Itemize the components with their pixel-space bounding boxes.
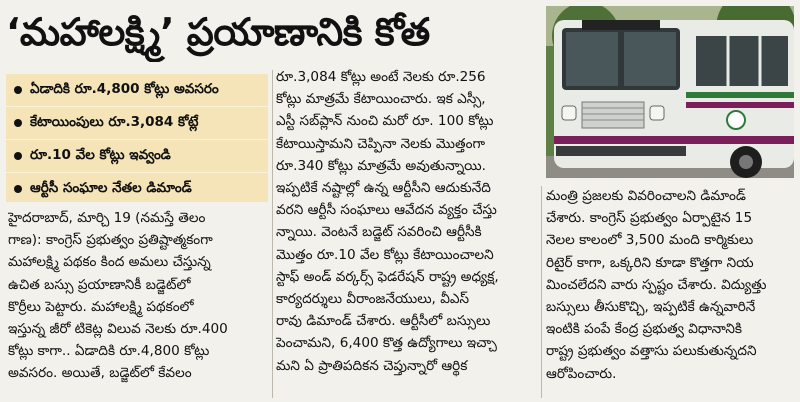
text-line: చేశారు. కాంగ్రెస్ ప్రభుత్వం ఏర్పాటైన 15 — [546, 210, 753, 227]
text-line: కోట్లు మాత్రమే కేటాయించారు. ఇక ఎస్సీ, — [276, 91, 486, 108]
text-line: రూ.340 కోట్లు మాత్రమే అవుతున్నాయి. — [276, 157, 486, 174]
text-line: మొత్తం రూ.10 వేల కోట్లు కేటాయించాలని — [276, 246, 494, 263]
highlight-item — [6, 173, 268, 205]
highlight-text: కేటాయింపులు రూ.3,084 కోట్లే — [30, 113, 199, 130]
column-divider — [272, 70, 273, 398]
text-line: ఎస్టీ సబ్‌ప్లాన్ నుంచి మరో రూ. 100 కోట్లు — [276, 113, 494, 130]
highlight-text: ఏడాదికి రూ.4,800 కోట్లు అవసరం — [30, 80, 219, 97]
text-line: మని ఏ ప్రాతిపదికన చెప్తున్నారో ఆర్థిక — [276, 357, 468, 374]
text-line: న్నాయి. వెంటనే బడ్జెట్ సవరించి ఆర్టీసీకి — [276, 224, 482, 241]
bus-illustration — [546, 6, 794, 178]
text-line: రూ.3,084 కోట్లు అంటే నెలకు రూ.256 — [276, 69, 486, 85]
bullet-icon — [14, 119, 22, 127]
text-line: ఇప్పటికే నష్టాల్లో ఉన్న ఆర్టీసీని ఆదుకునేది — [276, 180, 491, 197]
article-column-2 — [276, 66, 536, 400]
highlight-text: రూ.10 వేల కోట్లు ఇవ్వండి — [30, 146, 171, 163]
text-line: నెలల కాలంలో 3,500 మంది కార్మికులు — [546, 232, 754, 249]
text-line: కోట్లు కాగా.. ఏడాదికి రూ.4,800 కోట్లు — [8, 343, 210, 360]
text-line: మహాలక్ష్మి పథకం కింద అమలు చేస్తున్న — [8, 254, 211, 271]
headline: ‘మహాలక్ష్మి’ ప్రయాణానికి కోత — [6, 10, 430, 54]
text-line: రాష్ట్ర ప్రభుత్వం వత్తాసు పలుకుతున్నదని — [546, 343, 757, 360]
text-line: ఇంటికి పంపే కేంద్ర ప్రభుత్వ విధానానికి — [546, 321, 742, 338]
bullet-icon — [14, 86, 22, 94]
text-line: రావు డిమాండ్ చేశారు. ఆర్టీసీలో బస్సులు — [276, 313, 491, 330]
text-line: కార్యదర్శులు వీరాంజనేయులు, వీఎస్ — [276, 291, 470, 308]
text-line: ఉచిత బస్సు ప్రయాణానికీ బడ్జెట్‌లో — [8, 276, 191, 293]
text-line: పెంచామని, 6,400 కొత్త ఉద్యోగాలు ఇచ్చా — [276, 335, 497, 352]
text-line: ఆరోపించారు. — [546, 365, 617, 382]
text-line: కేటాయిస్తామని చెప్పినా నెలకు మొత్తంగా — [276, 135, 486, 152]
highlight-item — [6, 140, 268, 173]
highlights-box — [6, 74, 268, 202]
article-column-3 — [546, 185, 796, 400]
text-line: బస్సులు తీసుకొచ్చి, ఇప్పటికే ఉన్నవారినే — [546, 299, 756, 316]
column-divider — [541, 186, 542, 398]
text-line: రిటైర్ కాగా, ఒక్కరిని కూడా కొత్తగా నియ — [546, 254, 754, 271]
text-line: అవసరం. అయితే, బడ్జెట్‌లో కేవలం — [8, 365, 192, 382]
highlight-text: ఆర్టీసీ సంఘాల నేతల డిమాండ్ — [30, 179, 192, 196]
text-line: ఇస్తున్న జీరో టికెట్ల విలువ నెలకు రూ.400 — [8, 321, 228, 338]
text-line: మంత్రి ప్రజలకు వివరించాలని డిమాండ్ — [546, 188, 746, 204]
text-line: కొర్రీలు పెట్టారు. మహాలక్ష్మి పథకంలో — [8, 298, 194, 315]
bus-photo — [546, 6, 794, 178]
text-line: హైదరాబాద్, మార్చి 19 (నమస్తే తెలం — [8, 210, 206, 226]
bullet-icon — [14, 152, 22, 160]
article-column-1 — [8, 207, 270, 399]
text-line: మించలేదని వారు స్పష్టం చేశారు. విద్యుత్తు — [546, 276, 767, 293]
text-line: గాణ): కాంగ్రెస్ ప్రభుత్వం ప్రతిష్టాత్మకంగా — [8, 232, 213, 249]
bullet-icon — [14, 185, 22, 193]
highlight-item — [6, 74, 268, 107]
text-line: స్టాఫ్ అండ్ వర్కర్స్ ఫెడరేషన్ రాష్ట్ర అధ్యక్ష, — [276, 268, 499, 285]
highlight-item — [6, 107, 268, 140]
text-line: వరని ఆర్టీసీ సంఘాలు ఆవేదన వ్యక్తం చేస్తు — [276, 202, 497, 219]
